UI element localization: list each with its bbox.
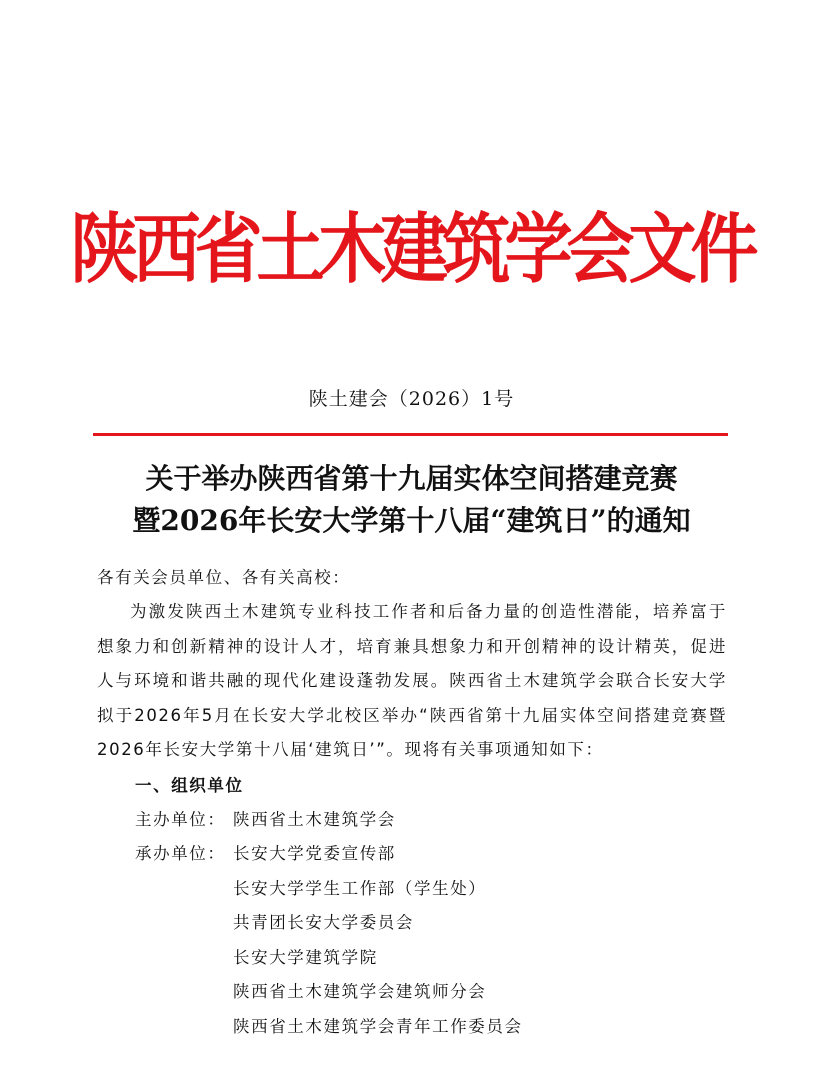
organizer-unit-item: 共青团长安大学委员会	[233, 913, 414, 932]
salutation: 各有关会员单位、各有关高校：	[97, 568, 351, 587]
organizer-unit-item: 长安大学建筑学院	[233, 947, 378, 967]
organizer-unit-item: 长安大学学生工作部（学生处）	[233, 878, 487, 898]
notice-title-line-1: 关于举办陕西省第十九届实体空间搭建竞赛	[145, 462, 678, 495]
red-divider-line	[93, 433, 728, 436]
document-number: 陕土建会（2026）1号	[308, 388, 515, 410]
organizer-unit-value: 长安大学党委宣传部	[233, 844, 396, 863]
notice-body	[97, 560, 727, 1044]
host-unit-label: 主办单位：	[135, 809, 226, 829]
organizer-unit-item: 陕西省土木建筑学会青年工作委员会	[233, 1016, 523, 1036]
organizer-unit-row	[97, 837, 727, 872]
host-unit-row	[97, 803, 727, 838]
notice-title-line-2: 暨2026年长安大学第十八届“建筑日”的通知	[132, 504, 691, 537]
intro-paragraph: 为激发陕西土木建筑专业科技工作者和后备力量的创造性潜能，培养富于想象力和创新精神的设计人才，培育兼具想象力和开创精神的设计精英，促进人与环境和谐共融的现代化建设蓬勃发展。陕西省土木建筑学会联合长安大学拟于2026年5月在长安大学北校区举办“陕西省第十九届实体空间搭建竞赛暨2026年长安大学第十八届‘建筑日’”。现将有关事项通知如下：	[97, 602, 727, 759]
notice-title	[60, 458, 763, 542]
host-unit-value: 陕西省土木建筑学会	[233, 809, 396, 829]
organizer-unit-label: 承办单位：	[135, 844, 226, 863]
section-heading-organizers: 一、组织单位	[135, 775, 244, 795]
masthead-title: 陕西省土木建筑学会文件	[70, 206, 753, 295]
organizer-unit-item: 陕西省土木建筑学会建筑师分会	[233, 982, 487, 1001]
